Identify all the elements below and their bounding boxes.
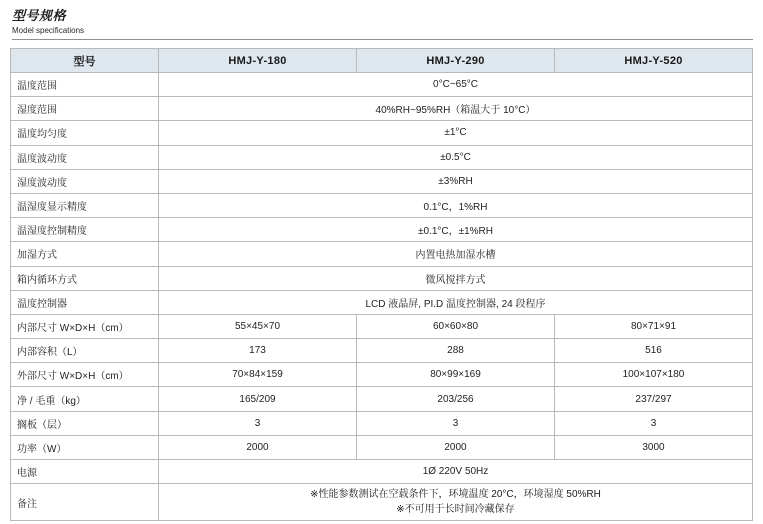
row-value-model-1: 3 xyxy=(159,411,357,435)
row-value-model-2: 2000 xyxy=(357,435,555,459)
row-value-model-3: 3 xyxy=(555,411,753,435)
model-specifications-table xyxy=(10,48,753,521)
row-value-model-3: 80×71×91 xyxy=(555,314,753,338)
column-header-spec: 型号 xyxy=(11,49,159,73)
row-value-all: LCD 液晶屏, PI.D 温度控制器, 24 段程序 xyxy=(159,290,753,314)
row-label: 功率（W） xyxy=(11,435,159,459)
row-value-all: 40%RH~95%RH（箱温大于 10°C） xyxy=(159,97,753,121)
row-value-all: ±3%RH xyxy=(159,169,753,193)
row-value-all: 0.1°C，1%RH xyxy=(159,193,753,217)
table-row xyxy=(11,363,753,387)
row-value-model-3: 237/297 xyxy=(555,387,753,411)
table-row xyxy=(11,411,753,435)
table-row xyxy=(11,73,753,97)
row-value-model-3: 100×107×180 xyxy=(555,363,753,387)
row-label: 温湿度控制精度 xyxy=(11,218,159,242)
row-label: 外部尺寸 W×D×H（cm） xyxy=(11,363,159,387)
table-row xyxy=(11,387,753,411)
row-label: 搁板（层） xyxy=(11,411,159,435)
row-label: 温度均匀度 xyxy=(11,121,159,145)
row-value-all: 微风搅拌方式 xyxy=(159,266,753,290)
table-row xyxy=(11,169,753,193)
row-value-model-1: 165/209 xyxy=(159,387,357,411)
row-label: 温度范围 xyxy=(11,73,159,97)
row-label: 湿度波动度 xyxy=(11,169,159,193)
table-row xyxy=(11,121,753,145)
table-row xyxy=(11,314,753,338)
page-title: 型号规格 xyxy=(12,8,67,23)
page-header xyxy=(12,8,753,40)
row-value-model-2: 203/256 xyxy=(357,387,555,411)
row-label: 电源 xyxy=(11,460,159,484)
table-body xyxy=(11,73,753,521)
row-value-model-3: 3000 xyxy=(555,435,753,459)
table-row xyxy=(11,242,753,266)
row-value-all: 内置电热加湿水槽 xyxy=(159,242,753,266)
row-label: 温度控制器 xyxy=(11,290,159,314)
table-row xyxy=(11,290,753,314)
table-row xyxy=(11,145,753,169)
table-row xyxy=(11,218,753,242)
column-header-model-1: HMJ-Y-180 xyxy=(159,49,357,73)
table-row xyxy=(11,97,753,121)
footnote-cell xyxy=(159,484,753,521)
column-header-model-2: HMJ-Y-290 xyxy=(357,49,555,73)
row-label: 净 / 毛重（kg） xyxy=(11,387,159,411)
row-label-footnote: 备注 xyxy=(11,484,159,521)
row-value-model-2: 80×99×169 xyxy=(357,363,555,387)
page-subtitle: Model specifications xyxy=(12,26,85,35)
footnote-line-1: ※性能参数测试在空载条件下，环境温度 20°C，环境湿度 50%RH xyxy=(310,489,601,501)
row-value-model-1: 55×45×70 xyxy=(159,314,357,338)
row-value-all: ±1°C xyxy=(159,121,753,145)
table-header-row xyxy=(11,49,753,73)
row-value-all: 1Ø 220V 50Hz xyxy=(159,460,753,484)
table-row-footnote xyxy=(11,484,753,521)
table-row xyxy=(11,193,753,217)
row-value-model-1: 173 xyxy=(159,339,357,363)
row-value-all: ±0.5°C xyxy=(159,145,753,169)
row-label: 内部尺寸 W×D×H（cm） xyxy=(11,314,159,338)
row-label: 温湿度显示精度 xyxy=(11,193,159,217)
row-value-model-1: 70×84×159 xyxy=(159,363,357,387)
row-label: 湿度范围 xyxy=(11,97,159,121)
column-header-model-3: HMJ-Y-520 xyxy=(555,49,753,73)
row-value-all: ±0.1°C，±1%RH xyxy=(159,218,753,242)
row-label: 箱内循环方式 xyxy=(11,266,159,290)
row-value-model-2: 60×60×80 xyxy=(357,314,555,338)
row-value-all: 0°C~65°C xyxy=(159,73,753,97)
row-value-model-2: 3 xyxy=(357,411,555,435)
row-label: 温度波动度 xyxy=(11,145,159,169)
table-row xyxy=(11,339,753,363)
table-row xyxy=(11,266,753,290)
table-row xyxy=(11,460,753,484)
row-value-model-2: 288 xyxy=(357,339,555,363)
row-value-model-1: 2000 xyxy=(159,435,357,459)
table-row xyxy=(11,435,753,459)
row-value-model-3: 516 xyxy=(555,339,753,363)
header-divider xyxy=(12,39,753,40)
footnote-line-2: ※不可用于长时间冷藏保存 xyxy=(396,504,515,516)
row-label: 加湿方式 xyxy=(11,242,159,266)
row-label: 内部容积（L） xyxy=(11,339,159,363)
table-header xyxy=(11,49,753,73)
